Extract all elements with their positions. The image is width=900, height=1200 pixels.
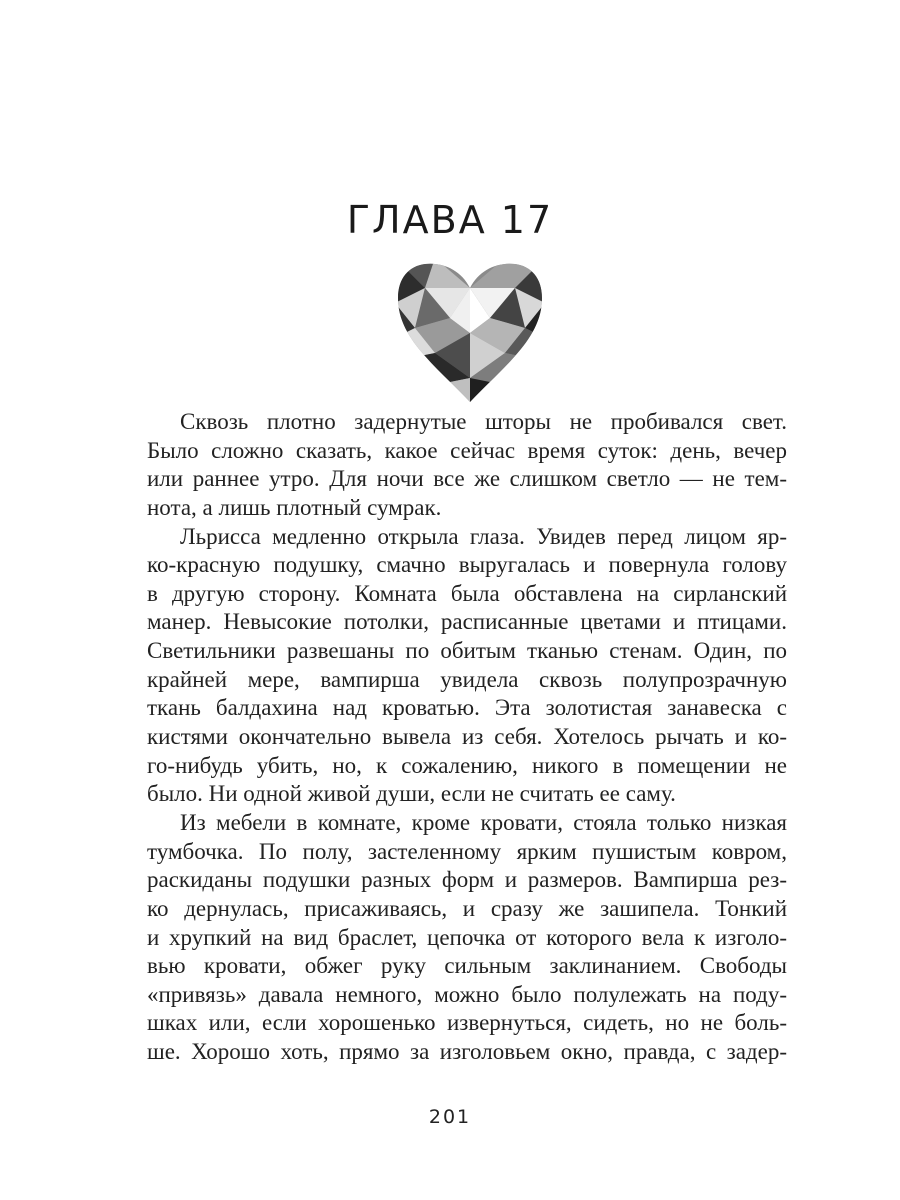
text-line: Светильники развешаны по обитым тканью стенам. Один, по — [147, 638, 787, 664]
text-line: манер. Невысокие потолки, расписанные цветами и птицами. — [147, 609, 787, 635]
text-line: Из мебели в комнате, кроме кровати, стояла только низкая — [180, 809, 787, 835]
text-line: «привязь» давала немного, можно было полулежать на поду- — [147, 981, 787, 1007]
text-line: в другую сторону. Комната была обставлена на сирланский — [147, 580, 787, 606]
text-line: тумбочка. По полу, застеленному ярким пушистым ковром, — [147, 838, 787, 864]
text-line: го-нибудь убить, но, к сожалению, никого в помещении не — [147, 752, 787, 778]
text-line: или раннее утро. Для ночи все же слишком светло — не тем- — [147, 466, 787, 492]
text-line: и хрупкий на вид браслет, цепочка от которого вела к изголо- — [147, 924, 787, 950]
text-line: ко дернулась, присаживаясь, и сразу же зашипела. Тонкий — [147, 895, 787, 921]
diamond-heart-icon — [395, 258, 545, 404]
text-line: кистями окончательно вывела из себя. Хотелось рычать и ко- — [147, 724, 787, 750]
text-line: ше. Хорошо хоть, прямо за изголовьем окно, правда, с задер- — [147, 1039, 787, 1065]
text-line: раскиданы подушки разных форм и размеров. Вампирша рез- — [147, 867, 787, 893]
text-line: Льрисса медленно открыла глаза. Увидев перед лицом яр- — [180, 523, 787, 549]
text-line: ко-красную подушку, смачно выругалась и повернула голову — [147, 552, 787, 578]
text-line: Было сложно сказать, какое сейчас время суток: день, вечер — [147, 437, 787, 463]
text-line: Сквозь плотно задернутые шторы не пробивался свет. — [180, 409, 787, 434]
text-line: крайней мере, вампирша увидела сквозь полупрозрачную — [147, 666, 787, 692]
text-line: ткань балдахина над кроватью. Эта золотистая занавеска с — [147, 695, 787, 721]
text-line: было. Ни одной живой души, если не считать ее саму. — [147, 781, 676, 807]
page-number: 201 — [428, 1106, 472, 1128]
chapter-title: ГЛАВА 17 — [346, 198, 554, 242]
chapter-body — [147, 408, 787, 1067]
text-line: шках или, если хорошенько извернуться, сидеть, но не боль- — [147, 1010, 787, 1036]
text-line: вью кровати, обжег руку сильным заклинанием. Свободы — [147, 953, 787, 979]
text-line: нота, а лишь плотный сумрак. — [147, 494, 442, 520]
